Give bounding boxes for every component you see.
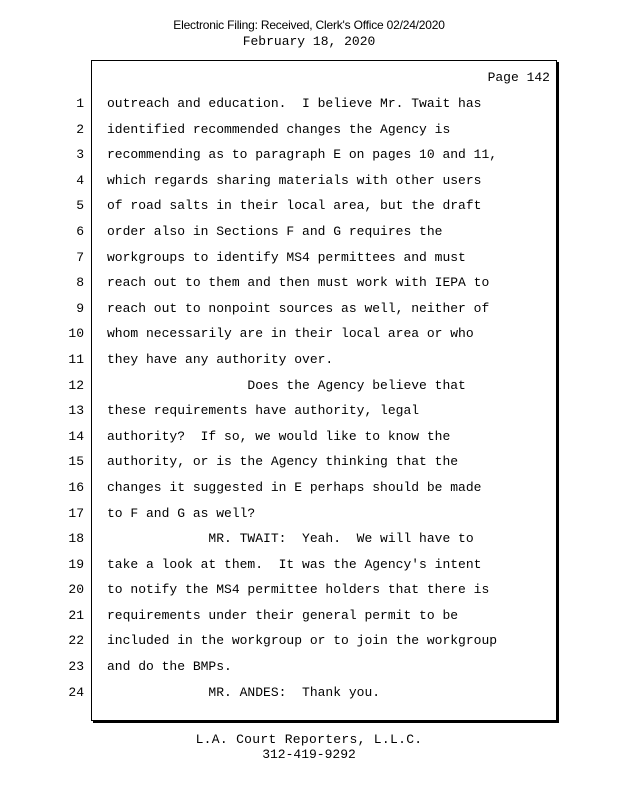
line-text: these requirements have authority, legal [107,403,420,419]
line-text: to notify the MS4 permittee holders that there is [107,582,490,598]
line-text: authority? If so, we would like to know the [107,428,451,444]
line-number: 24 [68,684,84,700]
transcript-line [0,142,618,168]
line-number: 23 [68,659,84,675]
line-number: 2 [76,121,84,137]
line-number: 4 [76,172,84,188]
line-number: 10 [68,326,84,342]
line-number: 11 [68,351,84,367]
line-number: 15 [68,454,84,470]
transcript-line [0,680,618,706]
line-number: 22 [68,633,84,649]
line-text: Does the Agency believe that [107,377,466,393]
line-text: to F and G as well? [107,505,256,521]
line-number: 1 [76,96,84,111]
line-text: identified recommended changes the Agency is [107,121,451,137]
line-number: 19 [68,556,84,572]
transcript-line [0,654,618,680]
line-text: which regards sharing materials with other users [107,172,482,188]
reporter-company: L.A. Court Reporters, L.L.C. [195,732,423,747]
line-number: 16 [68,479,84,495]
transcript-line [0,219,618,245]
line-number: 20 [68,582,84,598]
transcript-line [0,296,618,322]
transcript-line [0,347,618,373]
line-text: workgroups to identify MS4 permittees and must [107,249,466,265]
line-text: take a look at them. It was the Agency's intent [107,556,482,572]
filing-stamp: Electronic Filing: Received, Clerk's Office 02/24/2020 [173,18,445,32]
transcript-line [0,168,618,194]
line-text: they have any authority over. [107,351,334,367]
line-number: 7 [76,249,84,265]
line-text: whom necessarily are in their local area or who [107,326,474,342]
line-text: MR. ANDES: Thank you. [107,684,381,700]
line-number: 9 [76,300,84,316]
line-number: 6 [76,223,84,239]
transcript-line [0,552,618,578]
transcript-line [0,526,618,552]
line-text: outreach and education. I believe Mr. Twait has [107,96,482,111]
transcript-line [0,475,618,501]
line-number: 21 [68,607,84,623]
line-text: of road salts in their local area, but the draft [107,198,482,214]
transcript-line [0,245,618,271]
transcript-line [0,449,618,475]
hearing-date: February 18, 2020 [242,34,376,49]
transcript-line [0,628,618,654]
transcript-body [0,91,618,705]
line-text: order also in Sections F and G requires the [107,223,443,239]
transcript-line [0,424,618,450]
line-number: 5 [76,198,84,214]
line-text: MR. TWAIT: Yeah. We will have to [107,531,474,547]
line-number: 8 [76,275,84,291]
line-number: 17 [68,505,84,521]
transcript-line [0,501,618,527]
line-number: 14 [68,428,84,444]
line-text: recommending as to paragraph E on pages 10 and 11, [107,147,498,163]
line-number: 18 [68,531,84,547]
transcript-line [0,117,618,143]
line-text: reach out to nonpoint sources as well, neither of [107,300,490,316]
line-number: 12 [68,377,84,393]
page-number: Page 142 [487,70,550,85]
transcript-line [0,193,618,219]
transcript-line [0,603,618,629]
transcript-line [0,321,618,347]
line-text: included in the workgroup or to join the workgroup [107,633,498,649]
line-text: requirements under their general permit to be [107,607,459,623]
line-number: 3 [76,147,84,163]
line-number: 13 [68,403,84,419]
line-text: changes it suggested in E perhaps should be made [107,479,482,495]
line-text: and do the BMPs. [107,659,232,675]
transcript-line [0,577,618,603]
line-text: reach out to them and then must work with IEPA to [107,275,490,291]
transcript-line [0,91,618,117]
line-text: authority, or is the Agency thinking that the [107,454,459,470]
transcript-line [0,398,618,424]
reporter-phone: 312-419-9292 [262,747,356,762]
transcript-line [0,373,618,399]
transcript-line [0,270,618,296]
